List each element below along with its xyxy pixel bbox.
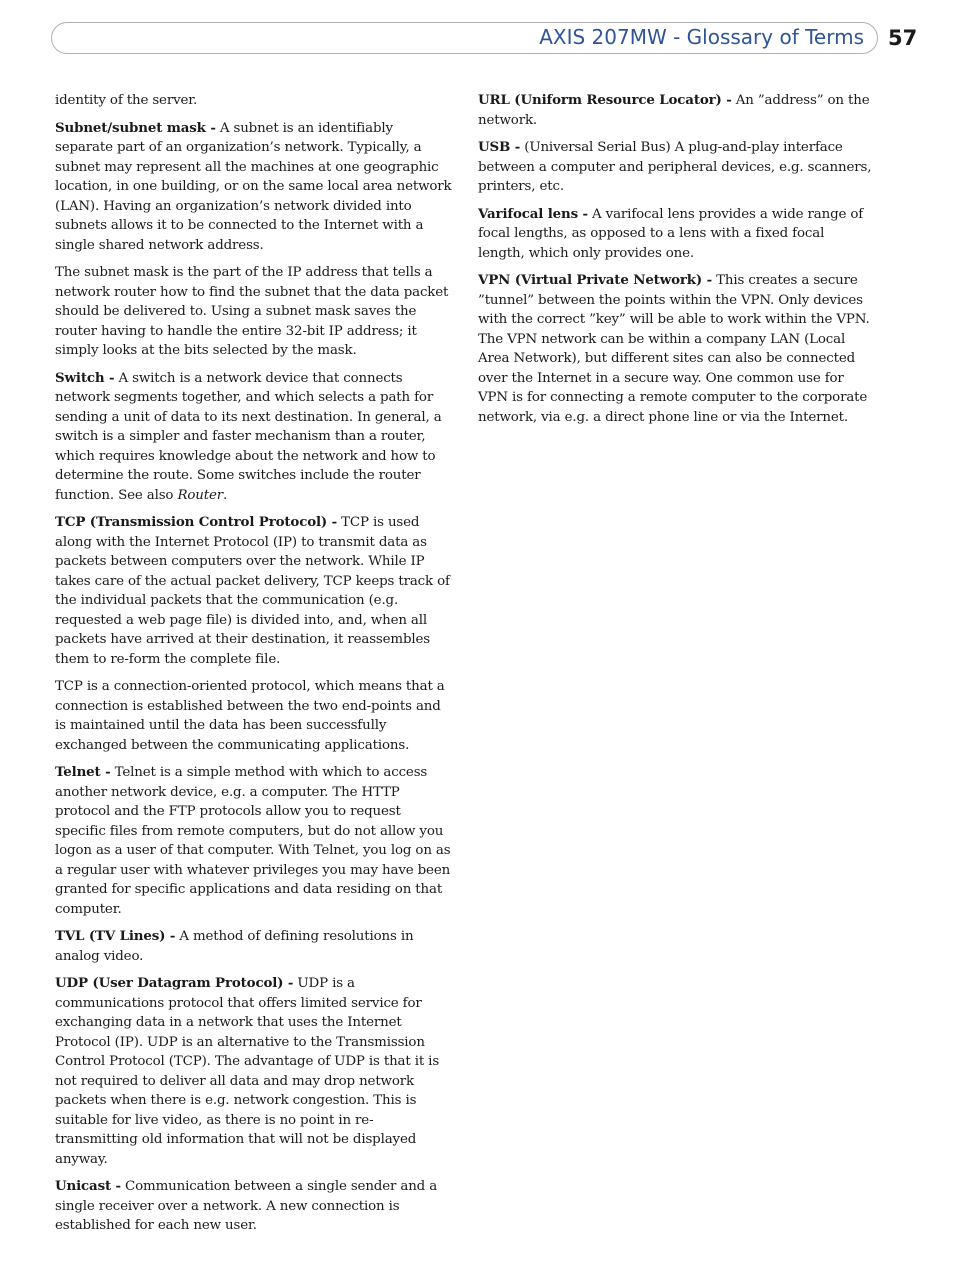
glossary-definition: (Universal Serial Bus) A plug-and-play interface between a computer and peripheral devices, e.g. scanners, printers, etc.: [478, 140, 872, 194]
glossary-entry-url: [478, 91, 872, 130]
glossary-entry-switch: [55, 369, 452, 506]
glossary-term: Varifocal lens -: [478, 205, 588, 222]
glossary-term: TVL (TV Lines) -: [55, 928, 176, 944]
left-column: [55, 91, 452, 1244]
paragraph: [55, 263, 452, 361]
glossary-term: UDP (User Datagram Protocol) -: [55, 975, 294, 991]
glossary-entry-tcp: [55, 513, 452, 669]
paragraph-text: TCP is a connection-oriented protocol, which means that a connection is established between the two end-points and is maintained until the data has been successfully exchanged between the communicating applications.: [55, 679, 445, 753]
glossary-definition: A switch is a network device that connects network segments together, and which selects a path for sending a unit of data to its next destination. In general, a switch is a simpler and faster mechanism than a router, which requires knowledge about the network and how to determine the route. Some switches include the router function. See also: [55, 370, 442, 503]
glossary-entry-usb: [478, 138, 872, 197]
glossary-entry-varifocal-lens: [478, 205, 872, 264]
paragraph-text: identity of the server.: [55, 93, 198, 108]
page-number: 57: [888, 26, 918, 50]
glossary-entry-subnet-mask: [55, 119, 452, 256]
glossary-definition: This creates a secure ”tunnel” between the points within the VPN. Only devices with the correct ”key” will be able to work within the VPN. The VPN network can be within a company LAN (Local Area Network), but different sites can also be connected over the Internet in a secure way. One common use for VPN is for connecting a remote computer to the corporate network, via e.g. a direct phone line or via the Internet.: [478, 273, 870, 425]
right-column: [478, 91, 872, 435]
glossary-term: VPN (Virtual Private Network) -: [478, 272, 713, 288]
paragraph: [55, 677, 452, 755]
glossary-definition: Telnet is a simple method with which to access another network device, e.g. a computer. The HTTP protocol and the FTP protocols allow you to request specific files from remote computers, but do not allow you logon as a user of that computer. With Telnet, you log on as a regular user with whatever privileges you may have been granted for specific applications and data residing on that computer.: [55, 765, 451, 917]
glossary-definition: Communication between a single sender and a single receiver over a network. A new connection is established for each new user.: [55, 1179, 438, 1233]
glossary-term: TCP (Transmission Control Protocol) -: [55, 514, 338, 530]
glossary-definition: A varifocal lens provides a wide range of focal lengths, as opposed to a lens with a fixed focal length, which only provides one.: [478, 206, 864, 261]
glossary-entry-vpn: [478, 271, 872, 427]
glossary-entry-udp: [55, 974, 452, 1169]
glossary-term: Telnet -: [55, 764, 111, 780]
glossary-term: Unicast -: [55, 1178, 121, 1194]
glossary-term: USB -: [478, 139, 521, 155]
glossary-definition: An ”address” on the network.: [478, 93, 870, 128]
definition-tail: .: [223, 487, 228, 503]
paragraph-continuation: [55, 91, 452, 111]
glossary-entry-telnet: [55, 763, 452, 919]
paragraph-text: The subnet mask is the part of the IP address that tells a network router how to find the subnet that the data packet should be delivered to. Using a subnet mask saves the router having to handle the entire 32-bit IP address; it simply looks at the bits selected by the mask.: [55, 265, 449, 358]
glossary-definition: A subnet is an identifiably separate part of an organization’s network. Typically, a subnet may represent all the machines at one geographic location, in one building, or on the same local area network (LAN). Having an organization’s network divided into subnets allows it to be connected to the Internet with a single shared network address.: [55, 120, 452, 253]
page-title: AXIS 207MW - Glossary of Terms: [539, 25, 864, 49]
cross-reference: Router: [177, 487, 224, 503]
glossary-definition: TCP is used along with the Internet Protocol (IP) to transmit data as packets between computers over the network. While IP takes care of the actual packet delivery, TCP keeps track of the individual packets that the communication (e.g. requested a web page file) is divided into, and, when all packets have arrived at their destination, it reassembles them to re-form the complete file.: [55, 515, 450, 667]
glossary-term: Subnet/subnet mask -: [55, 119, 216, 136]
glossary-entry-tvl: [55, 927, 452, 966]
glossary-definition: A method of defining resolutions in analog video.: [55, 929, 414, 964]
glossary-term: Switch -: [55, 369, 115, 386]
glossary-definition: UDP is a communications protocol that offers limited service for exchanging data in a network that uses the Internet Protocol (IP). UDP is an alternative to the Transmission Control Protocol (TCP). The advantage of UDP is that it is not required to deliver all data and may drop network packets when there is e.g. network congestion. This is suitable for live video, as there is no point in re-transmitting old information that will not be displayed anyway.: [55, 976, 440, 1167]
glossary-term: URL (Uniform Resource Locator) -: [478, 92, 732, 108]
glossary-entry-unicast: [55, 1177, 452, 1236]
